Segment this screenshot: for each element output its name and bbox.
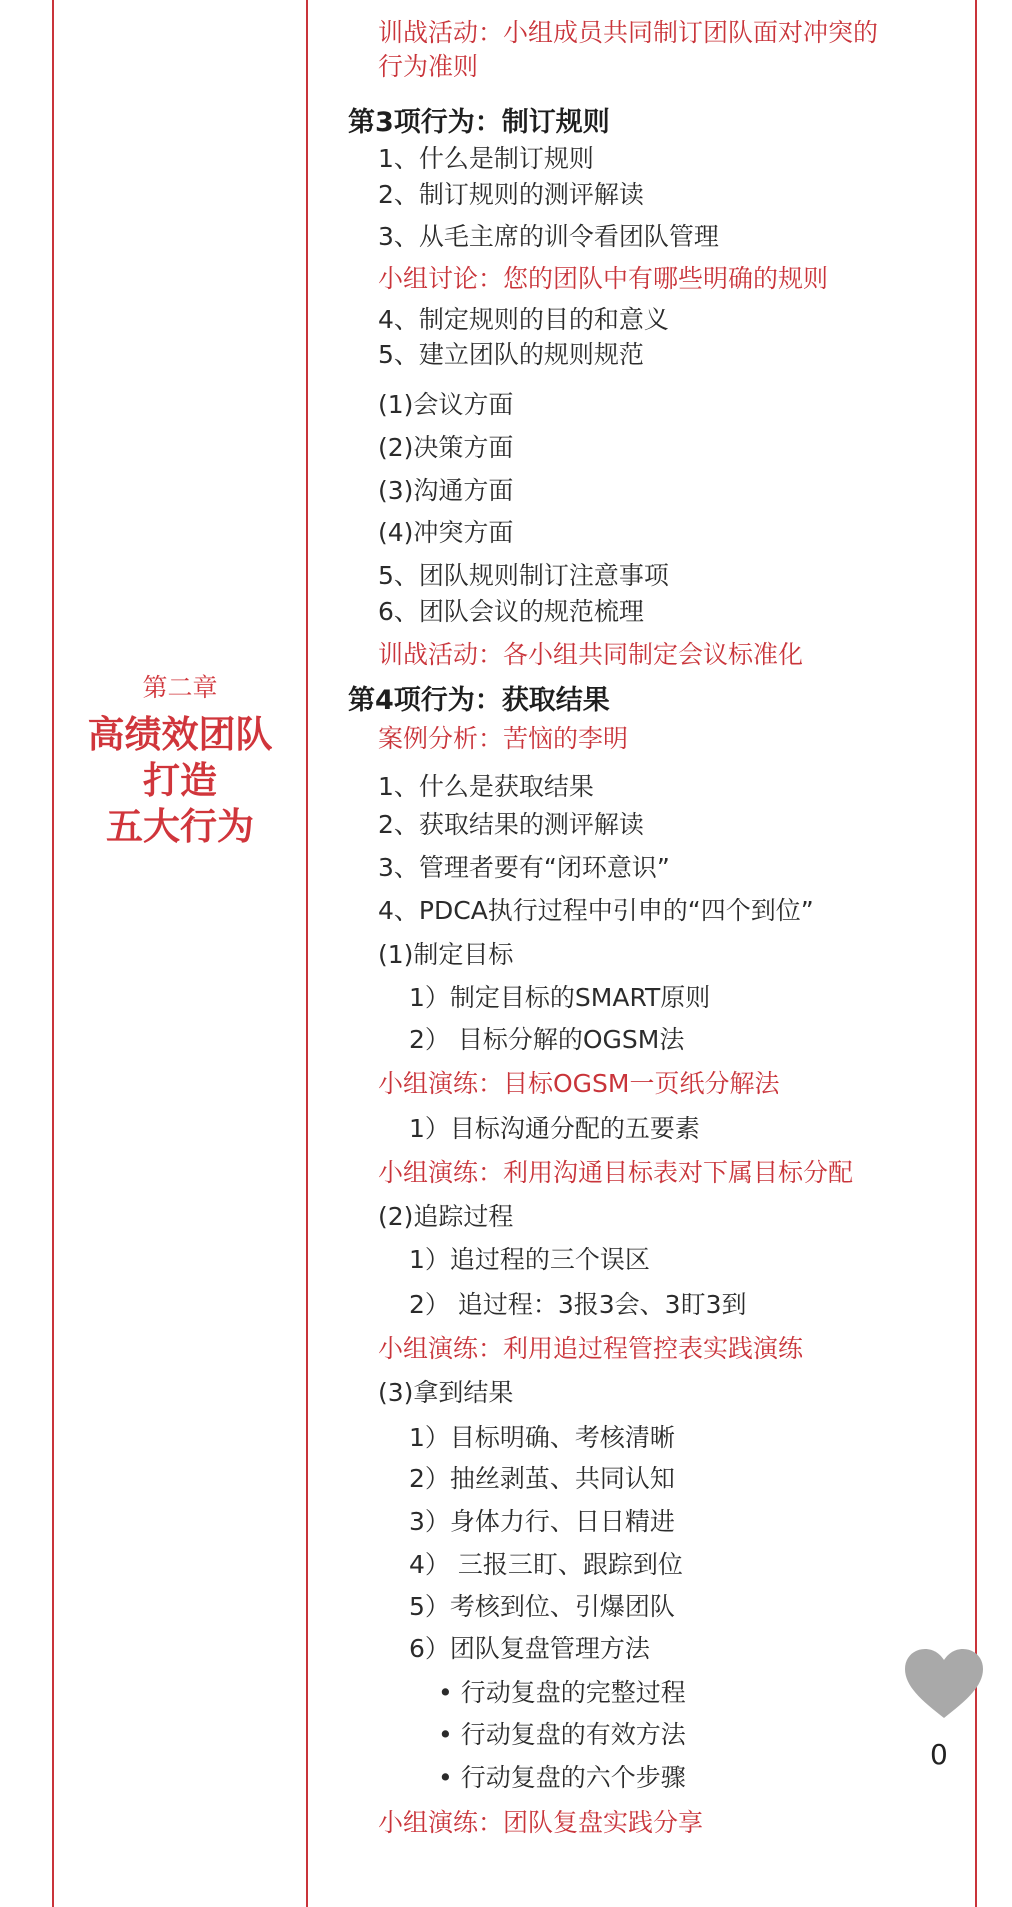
outline-item: (3)沟通方面 — [378, 476, 514, 505]
chapter-title-line: 五大行为 — [106, 805, 254, 848]
outline-item: 3、从毛主席的训令看团队管理 — [378, 222, 719, 251]
outline-item: (1)会议方面 — [378, 390, 514, 419]
outline-item: (2)决策方面 — [378, 433, 514, 462]
outline-item: (1)制定目标 — [378, 940, 514, 969]
heart-icon[interactable] — [903, 1648, 985, 1720]
outline-item: • 行动复盘的完整过程 — [438, 1678, 686, 1707]
outline-item: 1）追过程的三个误区 — [409, 1245, 650, 1274]
outline-item: 5、团队规则制订注意事项 — [378, 561, 669, 590]
activity-line: 案例分析：苦恼的李明 — [378, 724, 629, 753]
chapter-title-line: 高绩效团队 — [87, 713, 273, 756]
outline-item: 4、制定规则的目的和意义 — [378, 305, 669, 334]
activity-line: 行为准则 — [378, 52, 479, 81]
outline-item: 1）目标沟通分配的五要素 — [409, 1114, 700, 1143]
outline-item: 1）制定目标的SMART原则 — [409, 983, 711, 1012]
outline-item: 3、管理者要有“闭环意识” — [378, 853, 670, 882]
outline-item: 2、制订规则的测评解读 — [378, 180, 644, 209]
outline-item: • 行动复盘的六个步骤 — [438, 1763, 686, 1792]
like-count: 0 — [930, 1738, 948, 1771]
outline-item: 2） 追过程：3报3会、3盯3到 — [409, 1290, 747, 1319]
outline-item: (4)冲突方面 — [378, 518, 514, 547]
outline-item: 2）抽丝剥茧、共同认知 — [409, 1464, 675, 1493]
outline-item: 6）团队复盘管理方法 — [409, 1634, 650, 1663]
activity-line: 小组演练：利用追过程管控表实践演练 — [378, 1334, 804, 1363]
section-heading: 第3项行为：制订规则 — [348, 107, 610, 138]
outline-item: 3）身体力行、日日精进 — [409, 1507, 675, 1536]
outline-item: (2)追踪过程 — [378, 1202, 514, 1231]
outline-item: 4、PDCA执行过程中引申的“四个到位” — [378, 896, 814, 925]
outline-item: 2、获取结果的测评解读 — [378, 810, 644, 839]
activity-line: 小组演练：目标OGSM一页纸分解法 — [378, 1069, 780, 1098]
chapter-title-line: 打造 — [143, 759, 217, 802]
activity-line: 小组演练：团队复盘实践分享 — [378, 1808, 704, 1837]
outline-item: 1）目标明确、考核清晰 — [409, 1423, 675, 1452]
activity-line: 小组演练：利用沟通目标表对下属目标分配 — [378, 1158, 854, 1187]
outline-item: • 行动复盘的有效方法 — [438, 1720, 686, 1749]
outline-item: 2） 目标分解的OGSM法 — [409, 1025, 685, 1054]
activity-line: 训战活动：小组成员共同制订团队面对冲突的 — [378, 18, 879, 47]
outline-item: 6、团队会议的规范梳理 — [378, 597, 644, 626]
activity-line: 小组讨论：您的团队中有哪些明确的规则 — [378, 264, 829, 293]
section-heading: 第4项行为：获取结果 — [348, 685, 610, 716]
outline-item: 1、什么是获取结果 — [378, 772, 594, 801]
outline-item: 1、什么是制订规则 — [378, 144, 594, 173]
outline-item: (3)拿到结果 — [378, 1378, 514, 1407]
outline-item: 5）考核到位、引爆团队 — [409, 1592, 675, 1621]
activity-line: 训战活动：各小组共同制定会议标准化 — [378, 640, 804, 669]
chapter-label: 第二章 — [142, 673, 218, 702]
outline-item: 4） 三报三盯、跟踪到位 — [409, 1550, 683, 1579]
outline-item: 5、建立团队的规则规范 — [378, 340, 644, 369]
